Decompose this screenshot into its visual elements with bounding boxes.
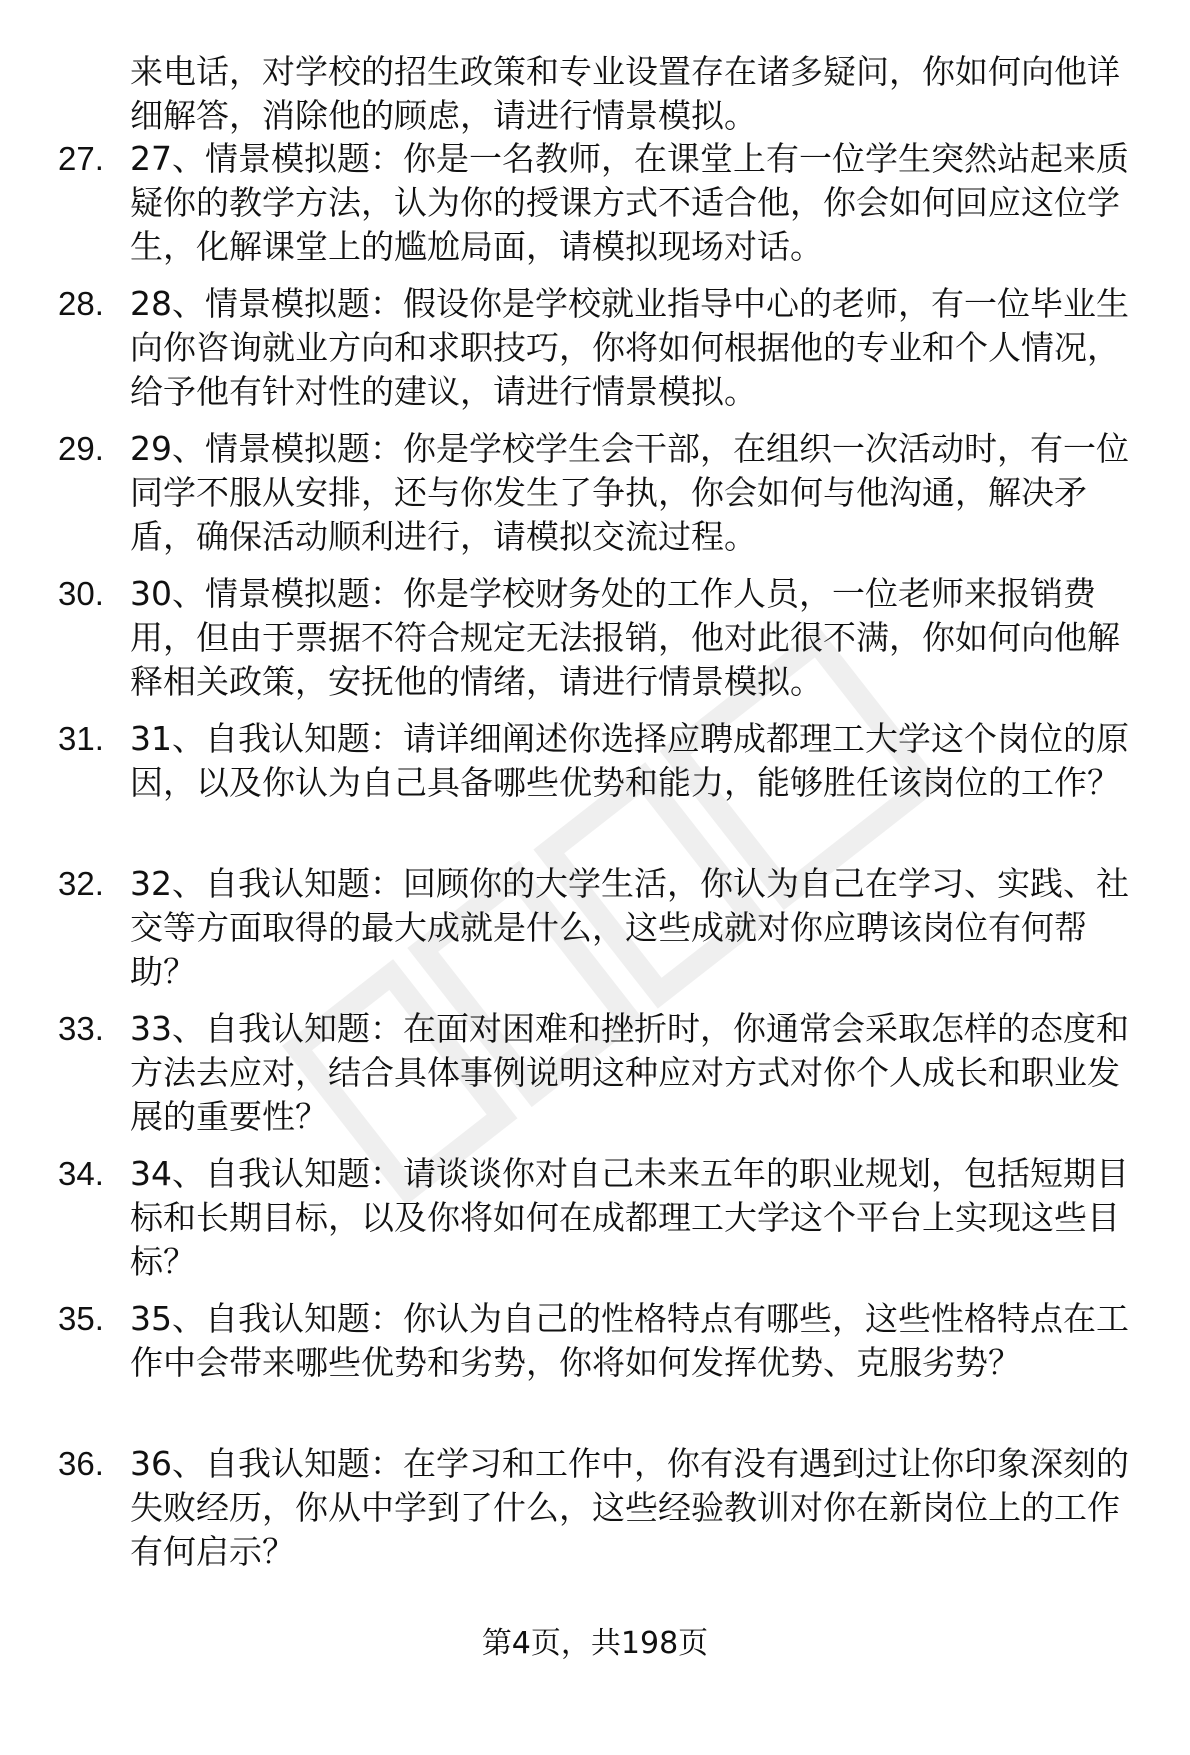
item-number: 29. <box>58 430 104 467</box>
item-number: 34. <box>58 1155 104 1192</box>
item-text: 30、情景模拟题：你是学校财务处的工作人员，一位老师来报销费用，但由于票据不符合规定无法报销，他对此很不满，你如何向他解释相关政策，安抚他的情绪，请进行情景模拟。 <box>130 574 1120 701</box>
item-text: 29、情景模拟题：你是学校学生会干部，在组织一次活动时，有一位同学不服从安排，还与你发生了争执，你会如何与他沟通，解决矛盾，确保活动顺利进行，请模拟交流过程。 <box>130 429 1129 556</box>
item-number: 32. <box>58 865 104 902</box>
page-footer: 第4页，共198页 <box>481 1626 709 1661</box>
item-number: 33. <box>58 1010 104 1047</box>
item-number: 36. <box>58 1445 104 1482</box>
item-text: 34、自我认知题：请谈谈你对自己未来五年的职业规划，包括短期目标和长期目标，以及你将如何在成都理工大学这个平台上实现这些目标？ <box>130 1154 1129 1281</box>
item-number: 35. <box>58 1300 104 1337</box>
item-text: 32、自我认知题：回顾你的大学生活，你认为自己在学习、实践、社交等方面取得的最大成就是什么，这些成就对你应聘该岗位有何帮助？ <box>130 864 1129 991</box>
item-text: 28、情景模拟题：假设你是学校就业指导中心的老师，有一位毕业生向你咨询就业方向和求职技巧，你将如何根据他的专业和个人情况，给予他有针对性的建议，请进行情景模拟。 <box>130 284 1129 411</box>
item-number: 27. <box>58 140 104 177</box>
item-text: 35、自我认知题：你认为自己的性格特点有哪些，这些性格特点在工作中会带来哪些优势和劣势，你将如何发挥优势、克服劣势？ <box>130 1299 1129 1382</box>
continuation-paragraph: 来电话，对学校的招生政策和专业设置存在诸多疑问，你如何向他详细解答，消除他的顾虑，请进行情景模拟。 <box>130 52 1120 135</box>
item-text: 33、自我认知题：在面对困难和挫折时，你通常会采取怎样的态度和方法去应对，结合具体事例说明这种应对方式对你个人成长和职业发展的重要性？ <box>130 1009 1129 1136</box>
item-text: 36、自我认知题：在学习和工作中，你有没有遇到过让你印象深刻的失败经历，你从中学到了什么，这些经验教训对你在新岗位上的工作有何启示？ <box>130 1444 1129 1571</box>
item-number: 28. <box>58 285 104 322</box>
item-text: 27、情景模拟题：你是一名教师，在课堂上有一位学生突然站起来质疑你的教学方法，认为你的授课方式不适合他，你会如何回应这位学生，化解课堂上的尴尬局面，请模拟现场对话。 <box>130 139 1129 266</box>
item-number: 31. <box>58 720 104 757</box>
item-number: 30. <box>58 575 104 612</box>
item-text: 31、自我认知题：请详细阐述你选择应聘成都理工大学这个岗位的原因，以及你认为自己具备哪些优势和能力，能够胜任该岗位的工作？ <box>130 719 1129 802</box>
